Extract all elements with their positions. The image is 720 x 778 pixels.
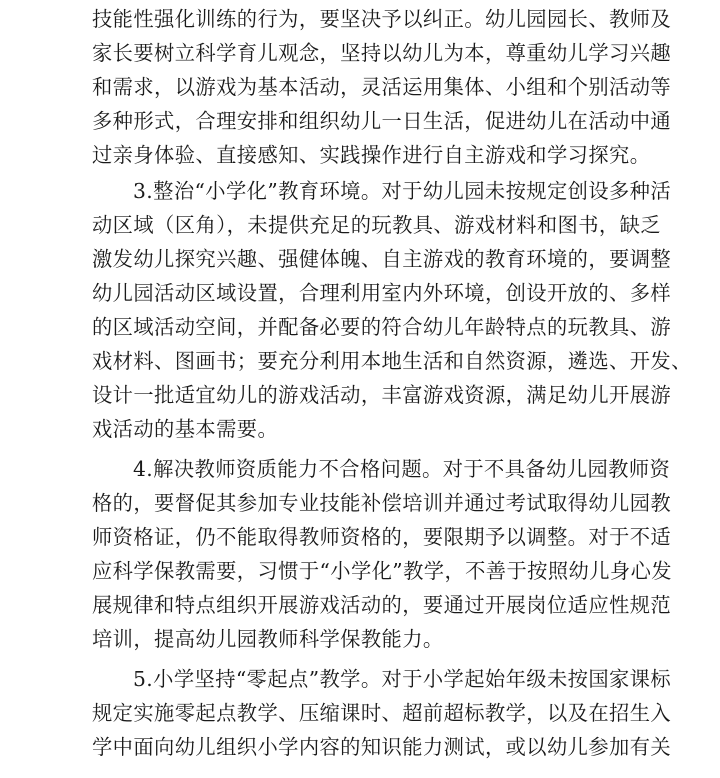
text-line: 规定实施零起点教学、压缩课时、超前超标教学，以及在招生入: [92, 701, 672, 725]
text-line: 师资格证，仍不能取得教师资格的，要限期予以调整。对于不适: [92, 525, 672, 549]
text-line: 应科学保教需要，习惯于“小学化”教学，不善于按照幼儿身心发: [92, 559, 672, 583]
text-line: 动区域（区角），未提供充足的玩教具、游戏材料和图书，缺乏: [92, 213, 661, 237]
text-line: 幼儿园活动区域设置，合理利用室内外环境，创设开放的、多样: [92, 281, 672, 305]
text-line: 培训，提高幼儿园教师科学保教能力。: [92, 627, 444, 651]
text-line: 格的，要督促其参加专业技能补偿培训并通过考试取得幼儿园教: [92, 491, 672, 515]
text-line: 多种形式，合理安排和组织幼儿一日生活，促进幼儿在活动中通: [92, 109, 672, 133]
text-line: 的区域活动空间，并配备必要的符合幼儿年龄特点的玩教具、游: [92, 315, 672, 339]
text-line: 展规律和特点组织开展游戏活动的，要通过开展岗位适应性规范: [92, 593, 672, 617]
section-heading-line: 5.小学坚持“零起点”教学。对于小学起始年级未按国家课标: [133, 667, 672, 691]
text-line: 技能性强化训练的行为，要坚决予以纠正。幼儿园园长、教师及: [92, 7, 672, 31]
text-line: 戏活动的基本需要。: [92, 417, 279, 441]
text-line: 激发幼儿探究兴趣、强健体魄、自主游戏的教育环境的，要调整: [92, 247, 672, 271]
text-line: 和需求，以游戏为基本活动，灵活运用集体、小组和个别活动等: [92, 75, 672, 99]
text-line: 过亲身体验、直接感知、实践操作进行自主游戏和学习探究。: [92, 143, 651, 167]
section-heading-line: 4.解决教师资质能力不合格问题。对于不具备幼儿园教师资: [133, 457, 671, 481]
text-line: 学中面向幼儿组织小学内容的知识能力测试，或以幼儿参加有关: [92, 735, 672, 759]
text-line: 家长要树立科学育儿观念，坚持以幼儿为本，尊重幼儿学习兴趣: [92, 41, 672, 65]
text-line: 设计一批适宜幼儿的游戏活动，丰富游戏资源，满足幼儿开展游: [92, 383, 672, 407]
text-line: 戏材料、图画书；要充分利用本地生活和自然资源，遴选、开发、: [92, 349, 692, 373]
section-heading-line: 3.整治“小学化”教育环境。对于幼儿园未按规定创设多种活: [133, 179, 672, 203]
